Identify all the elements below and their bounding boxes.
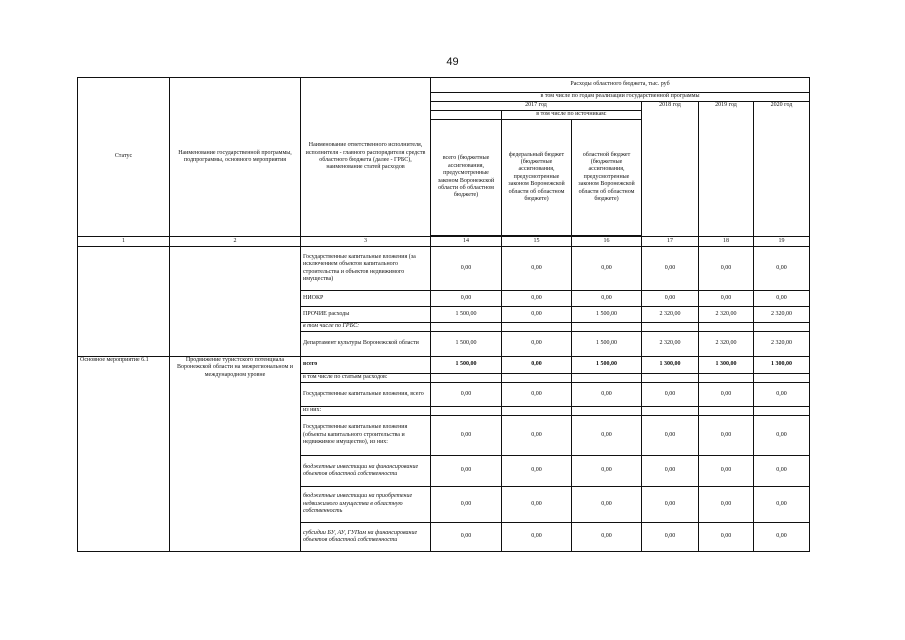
col-num-18: 18: [699, 237, 754, 247]
value-cell: 1 500,00: [572, 357, 642, 374]
value-cell: 0,00: [572, 456, 642, 487]
header-blank-total: [431, 111, 502, 120]
value-cell: 1 500,00: [431, 332, 502, 357]
value-cell: 0,00: [431, 523, 502, 552]
col-num-2: 2: [170, 237, 301, 247]
value-cell: 0,00: [642, 523, 699, 552]
page-number: 49: [446, 56, 459, 68]
value-cell: 0,00: [431, 456, 502, 487]
column-numbers-row: [78, 237, 810, 247]
value-cell: 0,00: [572, 487, 642, 523]
row-label: всего: [301, 357, 431, 374]
value-cell: 2 320,00: [699, 307, 754, 323]
header-federal: федеральный бюджет (бюджетные ассигнования, предусмотренные законом Воронежской области об областном бюджете): [502, 120, 572, 236]
row-label: бюджетные инвестиции на финансирование объектов областной собственности: [301, 456, 431, 487]
value-cell: 1 300,00: [642, 357, 699, 374]
table-row: [78, 247, 810, 291]
value-cell: 0,00: [642, 247, 699, 291]
value-cell: 1 500,00: [431, 307, 502, 323]
table-row: [78, 357, 810, 374]
value-cell: 0,00: [642, 487, 699, 523]
value-cell: 0,00: [502, 456, 572, 487]
value-cell: 1 300,00: [754, 357, 810, 374]
value-cell: 0,00: [572, 383, 642, 407]
header-year-2019: 2019 год: [699, 102, 754, 237]
header-regional: областной бюджет (бюджетные ассигнования, предусмотренные законом Воронежской области об областном бюджете): [572, 120, 642, 236]
value-cell: 1 300,00: [699, 357, 754, 374]
row-label: субсидии БУ, АУ, ГУПам на финансирование объектов областной собственности: [301, 523, 431, 552]
value-cell: 0,00: [502, 357, 572, 374]
value-cell: 0,00: [699, 487, 754, 523]
prev-name-cell: [170, 247, 301, 357]
header-status: Статус: [78, 78, 170, 237]
value-cell: 0,00: [502, 291, 572, 307]
header-name: Наименование государственной программы, подпрограммы, основного мероприятия: [170, 78, 301, 237]
value-cell: 0,00: [754, 247, 810, 291]
header-expenses: Расходы областного бюджета, тыс. руб: [431, 78, 810, 93]
value-cell: 1 500,00: [572, 307, 642, 323]
header-row-1: [78, 78, 810, 93]
value-cell: 1 500,00: [431, 357, 502, 374]
event-status: Основное мероприятие 6.1: [78, 357, 170, 552]
row-label: НИОКР: [301, 291, 431, 307]
value-cell: 0,00: [572, 416, 642, 456]
row-label: Государственные капитальные вложения, всего: [301, 383, 431, 407]
value-cell: 0,00: [642, 456, 699, 487]
row-label: Департамент культуры Воронежской области: [301, 332, 431, 357]
col-num-17: 17: [642, 237, 699, 247]
row-label: ПРОЧИЕ расходы: [301, 307, 431, 323]
value-cell: 0,00: [502, 307, 572, 323]
value-cell: 0,00: [699, 247, 754, 291]
value-cell: 0,00: [431, 383, 502, 407]
value-cell: 0,00: [431, 291, 502, 307]
header-executor: Наименование ответственного исполнителя, исполнителя - главного распорядителя средств областного бюджета (далее - ГРБС), наименование статей расходов: [301, 78, 431, 237]
value-cell: 0,00: [754, 523, 810, 552]
row-label: Государственные капитальные вложения (объекты капитального строительства и недвижимое имущество), из них:: [301, 416, 431, 456]
value-cell: 0,00: [642, 416, 699, 456]
value-cell: 0,00: [502, 247, 572, 291]
header-by-sources: в том числе по источникам:: [502, 111, 642, 120]
value-cell: 2 320,00: [754, 307, 810, 323]
value-cell: 0,00: [699, 523, 754, 552]
value-cell: 0,00: [502, 523, 572, 552]
row-label: в том числе по статьям расходов:: [301, 374, 431, 383]
value-cell: 0,00: [502, 383, 572, 407]
col-num-14: 14: [431, 237, 502, 247]
value-cell: 0,00: [754, 383, 810, 407]
row-label: из них:: [301, 407, 431, 416]
col-num-3: 3: [301, 237, 431, 247]
value-cell: 1 500,00: [572, 332, 642, 357]
value-cell: 0,00: [572, 523, 642, 552]
row-label: бюджетные инвестиции на приобретение недвижимого имущества в областную собственность: [301, 487, 431, 523]
value-cell: 0,00: [754, 456, 810, 487]
header-by-years: в том числе по годам реализации государственной программы: [431, 93, 810, 102]
header-year-2020: 2020 год: [754, 102, 810, 237]
header-year-2017: 2017 год: [431, 102, 642, 111]
event-name: Продвижение туристского потенциала Воронежской области на межрегиональном и международном уровне: [170, 357, 301, 552]
value-cell: 0,00: [572, 291, 642, 307]
value-cell: 0,00: [699, 456, 754, 487]
row-label: в том числе по ГРБС:: [301, 323, 431, 332]
value-cell: 2 320,00: [642, 307, 699, 323]
value-cell: 0,00: [431, 487, 502, 523]
header-total: всего (бюджетные ассигнования, предусмотренные законом Воронежской области об областном бюджете): [431, 120, 502, 236]
value-cell: 0,00: [642, 383, 699, 407]
value-cell: 0,00: [502, 332, 572, 357]
row-label: Государственные капитальные вложения (за исключением объектов капитального строительства и объектов недвижимого имущества): [301, 247, 431, 291]
value-cell: 0,00: [754, 416, 810, 456]
value-cell: 0,00: [572, 247, 642, 291]
value-cell: 2 320,00: [754, 332, 810, 357]
col-num-1: 1: [78, 237, 170, 247]
header-year-2018: 2018 год: [642, 102, 699, 237]
col-num-19: 19: [754, 237, 810, 247]
value-cell: 0,00: [699, 291, 754, 307]
value-cell: 0,00: [699, 416, 754, 456]
value-cell: 0,00: [431, 416, 502, 456]
value-cell: 0,00: [699, 383, 754, 407]
value-cell: 2 320,00: [699, 332, 754, 357]
value-cell: 2 320,00: [642, 332, 699, 357]
value-cell: 0,00: [754, 487, 810, 523]
value-cell: 0,00: [502, 416, 572, 456]
value-cell: 0,00: [431, 247, 502, 291]
value-cell: 0,00: [754, 291, 810, 307]
value-cell: 0,00: [502, 487, 572, 523]
prev-status-cell: [78, 247, 170, 357]
col-num-16: 16: [572, 237, 642, 247]
col-num-15: 15: [502, 237, 572, 247]
budget-table: [77, 77, 810, 552]
value-cell: 0,00: [642, 291, 699, 307]
